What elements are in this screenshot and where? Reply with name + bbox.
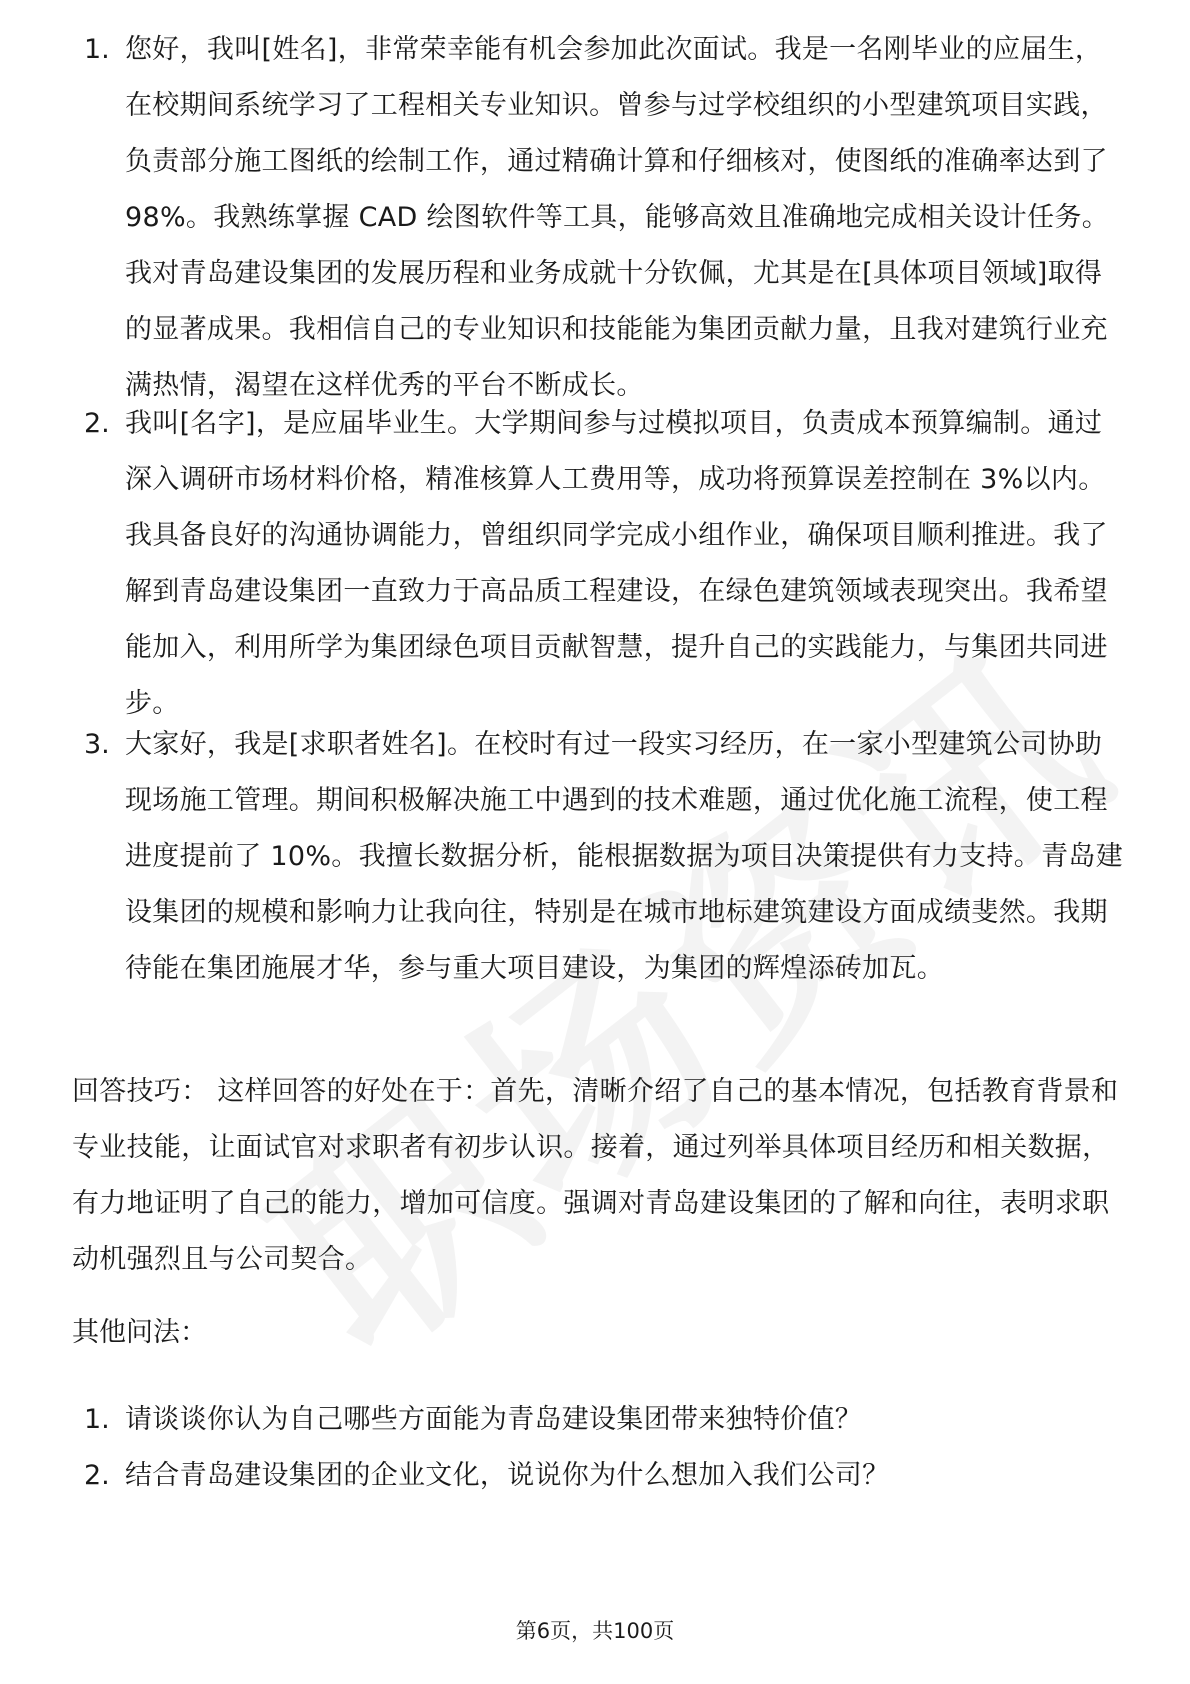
answer-text: 您好，我叫[姓名]，非常荣幸能有机会参加此次面试。我是一名刚毕业的应届生，在校期间系统学习了工程相关专业知识。曾参与过学校组织的小型建筑项目实践，负责部分施工图纸的绘制工作，通过精确计算和仔细核对，使图纸的准确率达到了 98%。我熟练掌握 CAD 绘图软件等工具，能够高效且准确地完成相关设计任务。我对青岛建设集团的发展历程和业务成就十分钦佩，尤其是在[具体项目领域]取得的显著成果。我相信自己的专业知识和技能能为集团贡献力量，且我对建筑行业充满热情，渴望在这样优秀的平台不断成长。: [125, 34, 1109, 401]
answer-number: 2.: [84, 408, 110, 439]
other-questions-heading: 其他问法：: [72, 1317, 207, 1348]
question-text: 结合青岛建设集团的企业文化，说说你为什么想加入我们公司？: [125, 1460, 890, 1491]
question-text: 请谈谈你认为自己哪些方面能为青岛建设集团带来独特价值？: [125, 1404, 863, 1435]
question-number: 1.: [84, 1404, 110, 1435]
answer-number: 3.: [84, 729, 110, 760]
answer-text: 我叫[名字]，是应届毕业生。大学期间参与过模拟项目，负责成本预算编制。通过深入调研市场材料价格，精准核算人工费用等，成功将预算误差控制在 3%以内。我具备良好的沟通协调能力，曾组织同学完成小组作业，确保项目顺利推进。我了解到青岛建设集团一直致力于高品质工程建设，在绿色建筑领域表现突出。我希望能加入，利用所学为集团绿色项目贡献智慧，提升自己的实践能力，与集团共同进步。: [125, 408, 1108, 719]
answer-tips-paragraph: 回答技巧： 这样回答的好处在于：首先，清晰介绍了自己的基本情况，包括教育背景和专业技能，让面试官对求职者有初步认识。接着，通过列举具体项目经历和相关数据，有力地证明了自己的能力，增加可信度。强调对青岛建设集团的了解和向往，表明求职动机强烈且与公司契合。: [72, 1076, 1119, 1275]
answer-text: 大家好，我是[求职者姓名]。在校时有过一段实习经历，在一家小型建筑公司协助现场施工管理。期间积极解决施工中遇到的技术难题，通过优化施工流程，使工程进度提前了 10%。我擅长数据分析，能根据数据为项目决策提供有力支持。青岛建设集团的规模和影响力让我向往，特别是在城市地标建筑建设方面成绩斐然。我期待能在集团施展才华，参与重大项目建设，为集团的辉煌添砖加瓦。: [125, 729, 1123, 984]
answer-number: 1.: [84, 34, 110, 65]
page-footer: 第6页，共100页: [515, 1619, 675, 1643]
question-number: 2.: [84, 1460, 110, 1491]
